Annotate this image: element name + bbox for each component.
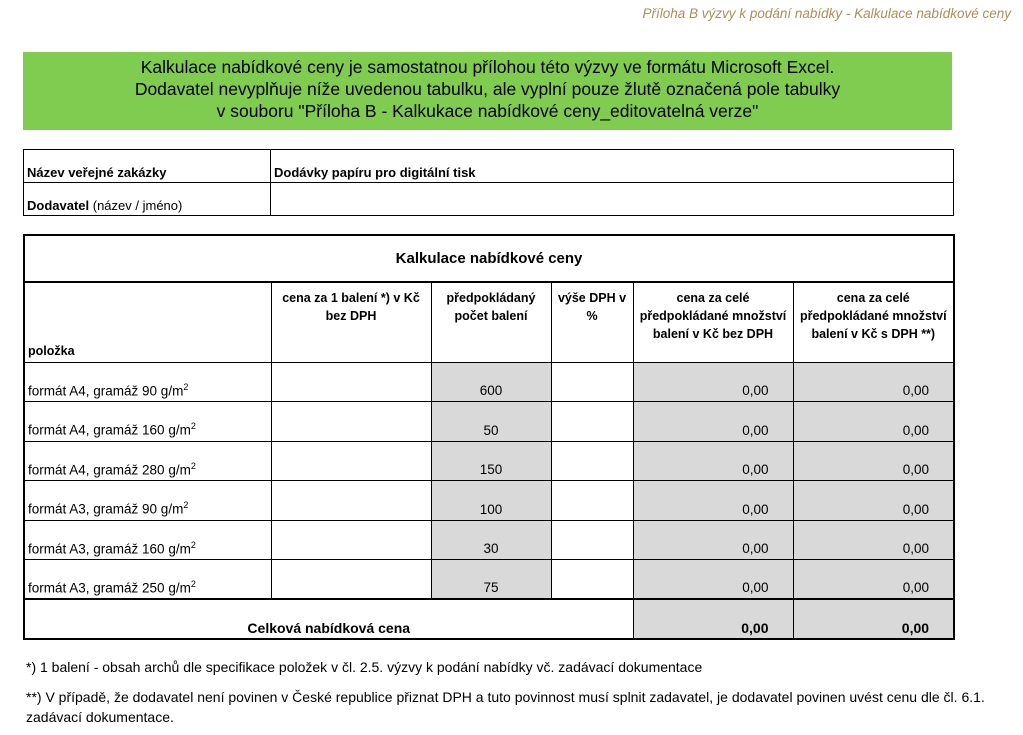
vat-field[interactable]: [551, 520, 633, 560]
vat-field[interactable]: [551, 560, 633, 600]
price-calculation-table: [23, 234, 955, 640]
table-row: [24, 520, 954, 560]
total-incl-vat: 0,00: [793, 520, 954, 560]
supplier-label-cell: [24, 183, 271, 216]
unit-price-field[interactable]: [271, 520, 431, 560]
footnote-1: *) 1 balení - obsah archů dle specifikace položek v čl. 2.5. výzvy k podání nabídky vč. zadávací dokumentace: [26, 659, 703, 675]
supplier-label: Dodavatel: [27, 197, 90, 213]
contract-name-value: Dodávky papíru pro digitální tisk: [271, 150, 954, 183]
item-name: formát A4, gramáž 90 $g/m^2$: [24, 362, 271, 402]
banner-line-3: v souboru "Příloha B - Kalkukace nabídkové ceny_editovatelná verze": [216, 101, 759, 121]
document-header-note: Příloha B výzvy k podání nabídky - Kalkulace nabídkové ceny: [642, 6, 1011, 21]
expected-qty: 50: [431, 402, 551, 442]
instruction-banner: [23, 52, 952, 130]
supplier-label-suffix: (název / jméno): [89, 197, 183, 213]
table-row: [24, 441, 954, 481]
col-header-total-incl-vat: cena za celé předpokládané množství balení v Kč s DPH **): [793, 282, 954, 362]
item-name: formát A3, gramáž 160 $g/m^2$: [24, 520, 271, 560]
expected-qty: 75: [431, 560, 551, 600]
unit-price-field[interactable]: [271, 441, 431, 481]
banner-line-1: Kalkulace nabídkové ceny je samostatnou přílohou této výzvy ve formátu Microsoft Excel.: [140, 57, 835, 77]
total-incl-vat: 0,00: [793, 481, 954, 521]
vat-field[interactable]: [551, 481, 633, 521]
calc-title-row: [24, 235, 954, 282]
table-row: [24, 560, 954, 600]
col-header-total-excl-vat: cena za celé předpokládané množství balení v Kč bez DPH: [633, 282, 793, 362]
col-header-unit-price: cena za 1 balení *) v Kč bez DPH: [271, 282, 431, 362]
item-name: formát A3, gramáž 90 $g/m^2$: [24, 481, 271, 521]
footnote-2: **) V případě, že dodavatel není povinen v České republice přiznat DPH a tuto povinnost musí splnit zadavatel, je dodavatel povinen uvést cenu dle čl. 6.1. zadávací dokumentace.: [26, 689, 985, 725]
grand-total-incl-vat: 0,00: [793, 599, 954, 639]
col-header-item: položka: [24, 282, 271, 362]
total-excl-vat: 0,00: [633, 520, 793, 560]
total-row: [24, 599, 954, 639]
vat-field[interactable]: [551, 441, 633, 481]
col-header-expected-qty: předpokládaný počet balení: [431, 282, 551, 362]
supplier-value-field[interactable]: [271, 183, 954, 216]
expected-qty: 600: [431, 362, 551, 402]
calc-title: Kalkulace nabídkové ceny: [24, 235, 954, 282]
table-row: [24, 481, 954, 521]
total-label: Celková nabídková cena: [24, 599, 633, 639]
table-row: [24, 362, 954, 402]
total-excl-vat: 0,00: [633, 560, 793, 600]
supplier-row: [24, 183, 954, 216]
total-excl-vat: 0,00: [633, 362, 793, 402]
contract-name-row: [24, 150, 954, 183]
expected-qty: 150: [431, 441, 551, 481]
contract-name-label: Název veřejné zakázky: [24, 150, 271, 183]
grand-total-excl-vat: 0,00: [633, 599, 793, 639]
unit-price-field[interactable]: [271, 402, 431, 442]
col-header-vat: výše DPH v %: [551, 282, 633, 362]
total-excl-vat: 0,00: [633, 441, 793, 481]
expected-qty: 100: [431, 481, 551, 521]
unit-price-field[interactable]: [271, 560, 431, 600]
contract-info-table: [23, 149, 954, 216]
calc-header-row: [24, 282, 954, 362]
item-name: formát A3, gramáž 250 $g/m^2$: [24, 560, 271, 600]
total-incl-vat: 0,00: [793, 402, 954, 442]
total-incl-vat: 0,00: [793, 362, 954, 402]
total-incl-vat: 0,00: [793, 560, 954, 600]
total-excl-vat: 0,00: [633, 481, 793, 521]
total-excl-vat: 0,00: [633, 402, 793, 442]
item-name: formát A4, gramáž 280 $g/m^2$: [24, 441, 271, 481]
vat-field[interactable]: [551, 362, 633, 402]
expected-qty: 30: [431, 520, 551, 560]
banner-line-2: Dodavatel nevyplňuje níže uvedenou tabulku, ale vyplní pouze žlutě označená pole tabulky: [134, 79, 841, 99]
table-row: [24, 402, 954, 442]
total-incl-vat: 0,00: [793, 441, 954, 481]
unit-price-field[interactable]: [271, 362, 431, 402]
item-name: formát A4, gramáž 160 $g/m^2$: [24, 402, 271, 442]
vat-field[interactable]: [551, 402, 633, 442]
unit-price-field[interactable]: [271, 481, 431, 521]
